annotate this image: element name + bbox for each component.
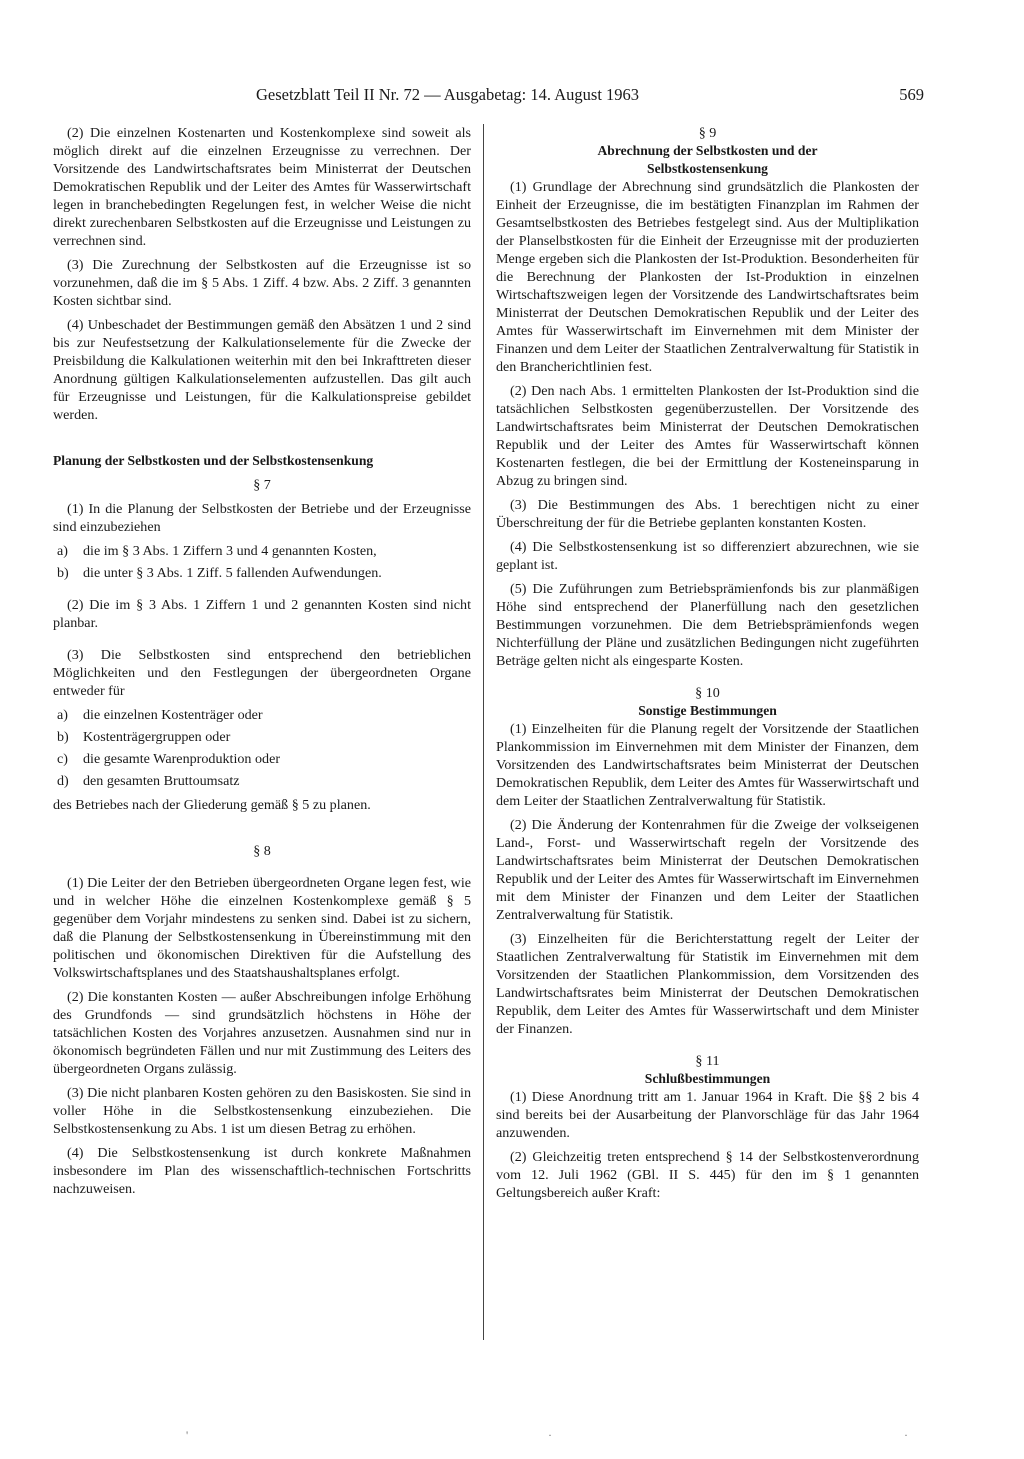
list-letter: c)	[57, 751, 68, 767]
right-column	[496, 124, 919, 1202]
list	[53, 706, 471, 790]
section-number: § 7	[253, 477, 271, 493]
paragraph: (3) Die nicht planbaren Kosten gehören zu den Basiskosten. Sie sind in voller Höhe in die Selbstkostensenkung einzubeziehen. Die Selbstkostensenkung zu Abs. 1 ist um diesen Betrag zu erhöhen.	[53, 1085, 471, 1137]
paragraph: (3) Einzelheiten für die Berichterstattung regelt der Leiter der Staatlichen Zentralverwaltung für Statistik im Einvernehmen mit dem Vorsitzenden der Staatlichen Plankommission, dem Vorsitzenden des Landwirtschaftsrates beim Ministerrat der Deutschen Demokratischen Republik, dem Leiter des Amtes für Wasserwirtschaft und dem Minister der Finanzen.	[496, 931, 919, 1037]
paragraph: (4) Unbeschadet der Bestimmungen gemäß den Absätzen 1 und 2 sind bis zur Neufestsetzung der Kalkulationselemente für die Zwecke der Preisbildung die Kalkulationen weiterhin mit den bei Inkrafttreten dieser Anordnung gültigen Kalkulationselementen aufzustellen. Das gilt auch für Erzeugnisse und Leistungen, für die Kalkulationspreise gebildet werden.	[53, 317, 471, 423]
paragraph: (3) Die Bestimmungen des Abs. 1 berechtigen nicht zu einer Überschreitung der für die Betriebe geplanten konstanten Kosten.	[496, 497, 919, 531]
paragraph: (2) Die konstanten Kosten — außer Abschreibungen infolge Erhöhung des Grundfonds — sind grundsätzlich höchstens in Höhe der tatsächlichen Kosten des Vorjahres anzusetzen. Ausnahmen sind nur in ökonomisch begründeten Fällen und nur mit Zustimmung des Leiters des übergeordneten Organs zulässig.	[53, 989, 471, 1077]
list-text: Kostenträgergruppen oder	[83, 729, 231, 745]
list-letter: a)	[57, 707, 68, 723]
paragraph: (1) Diese Anordnung tritt am 1. Januar 1964 in Kraft. Die §§ 2 bis 4 sind bereits bei der Ausarbeitung der Planvorschläge für das Jahr 1964 anzuwenden.	[496, 1089, 919, 1141]
list-text: den gesamten Bruttoumsatz	[83, 773, 240, 789]
list-letter: d)	[57, 773, 69, 789]
paragraph: (5) Die Zuführungen zum Betriebsprämienfonds bis zur planmäßigen Höhe sind entsprechend der Planerfüllung nach den gesetzlichen Bestimmungen vorzunehmen. Die dem Betriebsprämienfonds wegen Nichterfüllung der Pläne und zusätzlichen Bedingungen nicht zugeführten Beträge gelten nicht als eingesparte Kosten.	[496, 581, 919, 669]
paragraph: (4) Die Selbstkostensenkung ist so differenziert abzurechnen, wie sie geplant ist.	[496, 539, 919, 573]
paragraph: (1) Die Leiter der den Betrieben übergeordneten Organe legen fest, wie und in welcher Höhe die einzelnen Kostenkomplexe gemäß § 5 gegenüber dem Vorjahr mindestens zu senken sind. Dabei ist zu sichern, daß die Planung der Selbstkostensenkung in Übereinstimmung mit den politischen und ökonomischen Direktiven für die Aufstellung des Volkswirtschaftsplanes und des Staatshaushaltsplanes erfolgt.	[53, 875, 471, 981]
list-item	[53, 564, 471, 582]
list-letter: a)	[57, 543, 68, 559]
paragraph: (2) Die im § 3 Abs. 1 Ziffern 1 und 2 genannten Kosten sind nicht planbar.	[53, 597, 471, 631]
list-item	[53, 542, 471, 560]
paragraph: des Betriebes nach der Gliederung gemäß § 5 zu planen.	[53, 797, 371, 813]
paragraph: (1) In die Planung der Selbstkosten der Betriebe und der Erzeugnisse sind einzubeziehen	[53, 501, 471, 535]
scan-speck: ·	[548, 1428, 552, 1442]
paragraph: (2) Den nach Abs. 1 ermittelten Plankosten der Ist-Produktion sind die tatsächlichen Selbstkosten gegenüberzustellen. Der Vorsitzende des Landwirtschaftsrates beim Ministerrat der Deutschen Demokratischen Republik und der Leiter des Amtes für Wasserwirtschaft können Kostenarten festlegen, die bei der Ermittlung der Kosteneinsparung in Abzug zu bringen sind.	[496, 383, 919, 489]
list-text: die unter § 3 Abs. 1 Ziff. 5 fallenden Aufwendungen.	[83, 565, 382, 581]
list-item	[53, 706, 471, 724]
list-letter: b)	[57, 565, 69, 581]
paragraph: (2) Die Änderung der Kontenrahmen für die Zweige der volkseigenen Land-, Forst- und Wasserwirtschaft regeln der Vorsitzende des Landwirtschaftsrates beim Ministerrat der Deutschen Demokratischen Republik und der Leiter des Amtes für Wasserwirtschaft im Einvernehmen mit dem Minister der Finanzen und dem Leiter der Staatlichen Zentralverwaltung für Statistik.	[496, 817, 919, 923]
section-number: § 10	[695, 685, 720, 701]
section-number: § 11	[695, 1053, 720, 1069]
section-number: § 8	[253, 843, 271, 859]
list-text: die einzelnen Kostenträger oder	[83, 707, 263, 723]
gazette-title: Gesetzblatt Teil II Nr. 72 — Ausgabetag: 14. August 1963	[256, 85, 640, 104]
left-column	[53, 124, 471, 1198]
list-text: die im § 3 Abs. 1 Ziffern 3 und 4 genannten Kosten,	[83, 543, 377, 559]
paragraph: (1) Grundlage der Abrechnung sind grundsätzlich die Plankosten der Einheit der Erzeugnisse, die im bestätigten Finanzplan im Rahmen der Gesamtselbstkosten des Betriebes festgelegt sind. Aus der Multiplikation der Planselbstkosten für die Einheit der Erzeugnisse mit der produzierten Menge ergeben sich die Plankosten der Ist-Produktion. Besonderheiten für die Berechnung der Plankosten der Ist-Produktion in einzelnen Wirtschaftszweigen legen der Vorsitzende des Landwirtschaftsrates beim Ministerrat der Deutschen Demokratischen Republik und der Leiter des Amtes für Wasserwirtschaft im Einvernehmen mit dem Minister der Finanzen und dem Leiter der Staatlichen Zentralverwaltung für Statistik in den Brancherichtlinien fest.	[496, 179, 919, 375]
paragraph: (2) Die einzelnen Kostenarten und Kostenkomplexe sind soweit als möglich direkt auf die einzelnen Erzeugnisse zu verrechnen. Der Vorsitzende des Landwirtschaftsrates beim Ministerrat der Deutschen Demokratischen Republik und der Leiter des Amtes für Wasserwirtschaft legen in branchebedingten Regelungen fest, in welcher Weise die nicht direkt zurechenbaren Selbstkosten auf die Erzeugnisse und Leistungen zu verrechnen sind.	[53, 125, 471, 249]
page-header	[256, 84, 924, 106]
list-item	[53, 728, 471, 746]
section-title: Abrechnung der Selbstkosten und der Selbstkostensenkung	[597, 143, 818, 176]
section-title: Sonstige Bestimmungen	[638, 703, 777, 718]
column-divider	[483, 124, 484, 1340]
section-heading: Planung der Selbstkosten und der Selbstkostensenkung	[53, 453, 374, 468]
list-letter: b)	[57, 729, 69, 745]
paragraph: (1) Einzelheiten für die Planung regelt der Vorsitzende der Staatlichen Plankommission im Einvernehmen mit dem Minister der Finanzen, dem Vorsitzenden des Landwirtschaftsrates beim Ministerrat der Deutschen Demokratischen Republik, dem Leiter des Amtes für Wasserwirtschaft und dem Leiter der Staatlichen Zentralverwaltung für Statistik.	[496, 721, 919, 809]
paragraph: (4) Die Selbstkostensenkung ist durch konkrete Maßnahmen insbesondere im Plan des wissenschaftlich-technischen Fortschritts nachzuweisen.	[53, 1145, 471, 1197]
list-text: die gesamte Warenproduktion oder	[83, 751, 281, 767]
paragraph: (2) Gleichzeitig treten entsprechend § 14 der Selbstkostenverordnung vom 12. Juli 1962 (GBl. II S. 445) für den im § 1 genannten Geltungsbereich außer Kraft:	[496, 1149, 919, 1201]
paragraph: (3) Die Selbstkosten sind entsprechend den betrieblichen Möglichkeiten und den Festlegungen der übergeordneten Organe entweder für	[53, 647, 471, 699]
page-number: 569	[899, 85, 924, 104]
list-item	[53, 750, 471, 768]
section-number: § 9	[698, 125, 717, 141]
list-item	[53, 772, 471, 790]
scan-speck: ·	[904, 1428, 908, 1442]
scan-speck: '	[186, 1428, 189, 1442]
paragraph: (3) Die Zurechnung der Selbstkosten auf die Erzeugnisse ist so vorzunehmen, daß die im § 5 Abs. 1 Ziff. 4 bzw. Abs. 2 Ziff. 3 genannten Kosten sichtbar sind.	[53, 257, 471, 309]
section-title: Schlußbestimmungen	[644, 1071, 771, 1086]
list	[53, 542, 471, 582]
